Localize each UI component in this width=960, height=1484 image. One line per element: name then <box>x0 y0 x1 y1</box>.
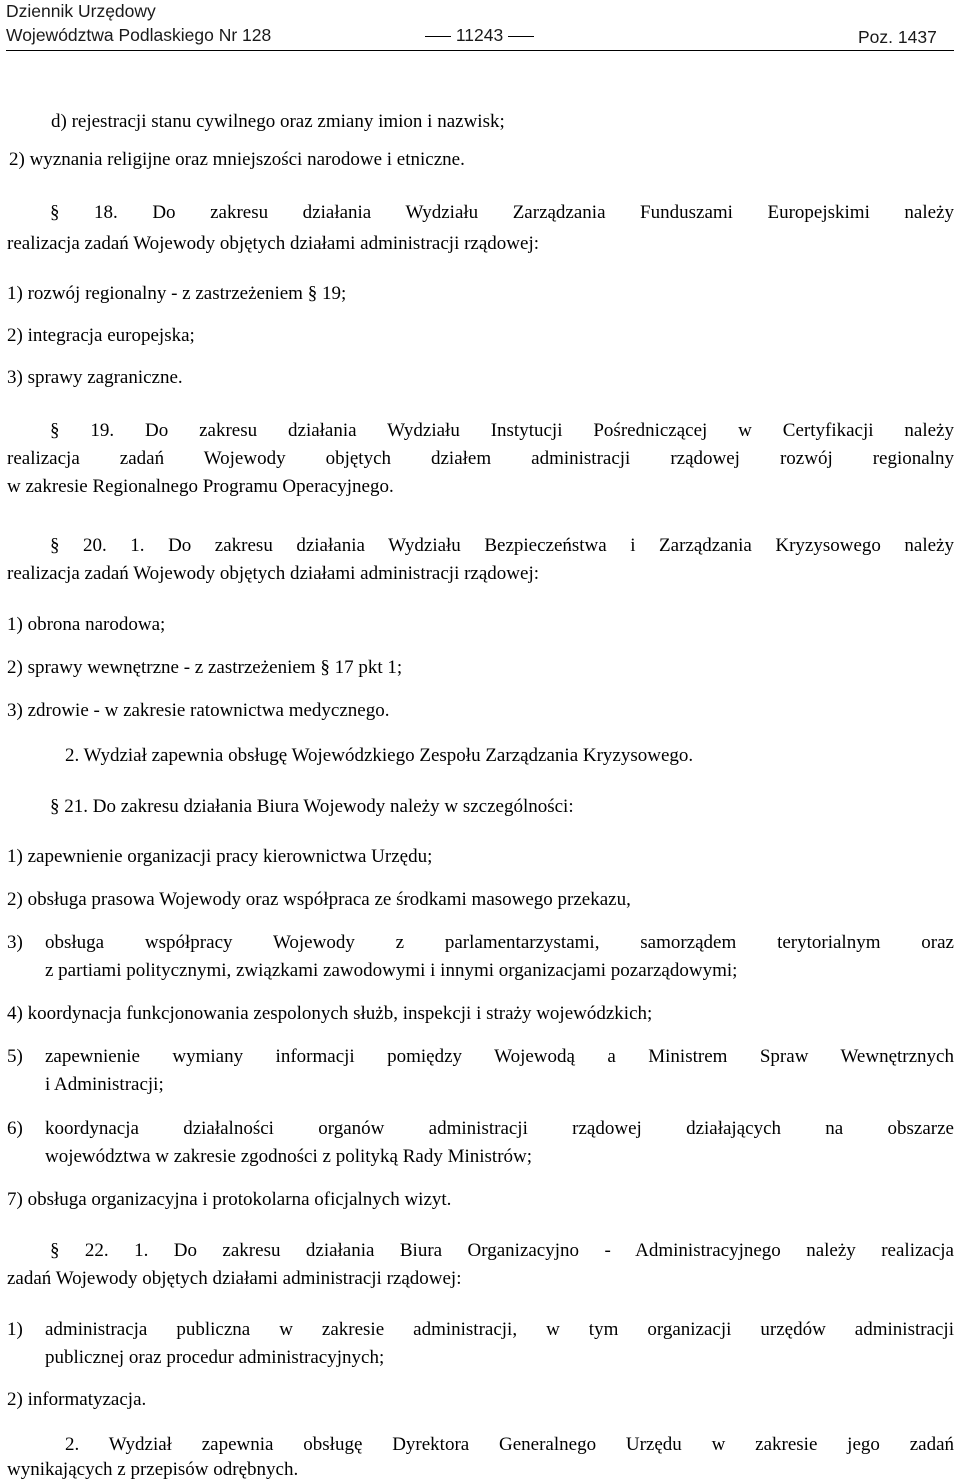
section-19-line1: § 19. Do zakresu działania Wydziału Instytucji Pośredniczącej w Certyfikacji należy <box>50 420 954 441</box>
section-21-item2: 2) obsługa prasowa Wojewody oraz współpraca ze środkami masowego przekazu, <box>7 889 631 910</box>
section-21-item7: 7) obsługa organizacyjna i protokolarna oficjalnych wizyt. <box>7 1189 452 1210</box>
section-21-line1: § 21. Do zakresu działania Biura Wojewody należy w szczególności: <box>50 796 574 817</box>
section-21-item6-number: 6) <box>7 1118 23 1139</box>
dash-right <box>508 36 534 37</box>
dash-left <box>425 36 451 37</box>
section-22-item1-line2: publicznej oraz procedur administracyjnych; <box>45 1347 385 1368</box>
journal-title-line2: Województwa Podlaskiego Nr 128 <box>6 25 272 45</box>
section-21-item4: 4) koordynacja funkcjonowania zespolonych służb, inspekcji i straży wojewódzkich; <box>7 1003 653 1024</box>
section-21-item3-line2: z partiami politycznymi, związkami zawodowymi i innymi organizacjami pozarządowymi; <box>45 960 738 981</box>
section-21-item5-number: 5) <box>7 1046 23 1067</box>
section-22-item1 <box>7 1316 954 1372</box>
section-22-item1-line1: administracja publiczna w zakresie administracji, w tym organizacji urzędów administracji <box>45 1319 954 1340</box>
section-20-line2: realizacja zadań Wojewody objętych działami administracji rządowej: <box>7 563 539 584</box>
section-18-line1: § 18. Do zakresu działania Wydziału Zarządzania Funduszami Europejskimi należy <box>50 202 954 223</box>
item-2-wyznania: 2) wyznania religijne oraz mniejszości narodowe i etniczne. <box>9 149 465 170</box>
section-21-item5-line1: zapewnienie wymiany informacji pomiędzy Wojewodą a Ministrem Spraw Wewnętrznych <box>45 1046 954 1067</box>
position-number: Poz. 1437 <box>858 27 937 47</box>
section-18-item2: 2) integracja europejska; <box>7 325 195 346</box>
section-19-line3: w zakresie Regionalnego Programu Operacyjnego. <box>7 476 394 497</box>
section-20-item3: 3) zdrowie - w zakresie ratownictwa medycznego. <box>7 700 390 721</box>
section-22-subsection2-line2: wynikających z przepisów odrębnych. <box>7 1459 299 1480</box>
section-18-item3: 3) sprawy zagraniczne. <box>7 367 183 388</box>
section-21-item1: 1) zapewnienie organizacji pracy kierownictwa Urzędu; <box>7 846 433 867</box>
section-21-item3-number: 3) <box>7 932 23 953</box>
section-22-line1: § 22. 1. Do zakresu działania Biura Organizacyjno - Administracyjnego należy realizacja <box>50 1240 954 1261</box>
section-21-item5 <box>7 1043 954 1099</box>
section-20-line1: § 20. 1. Do zakresu działania Wydziału Bezpieczeństwa i Zarządzania Kryzysowego należy <box>50 535 954 556</box>
header-rule <box>6 50 954 51</box>
section-19-line2: realizacja zadań Wojewody objętych działem administracji rządowej rozwój regionalny <box>7 448 954 469</box>
section-18-item1: 1) rozwój regionalny - z zastrzeżeniem § 19; <box>7 283 347 304</box>
section-22-item1-number: 1) <box>7 1319 23 1340</box>
section-22-line2: zadań Wojewody objętych działami administracji rządowej: <box>7 1268 462 1289</box>
section-22-item2: 2) informatyzacja. <box>7 1389 147 1410</box>
section-21-item6 <box>7 1115 954 1171</box>
section-20-subsection2: 2. Wydział zapewnia obsługę Wojewódzkiego Zespołu Zarządzania Kryzysowego. <box>65 745 694 766</box>
section-21-item3-line1: obsługa współpracy Wojewody z parlamentarzystami, samorządem terytorialnym oraz <box>45 932 954 953</box>
item-d: d) rejestracji stanu cywilnego oraz zmiany imion i nazwisk; <box>51 111 505 132</box>
section-22-subsection2-line1: 2. Wydział zapewnia obsługę Dyrektora Generalnego Urzędu w zakresie jego zadań <box>65 1434 954 1455</box>
page-number-value: 11243 <box>455 25 504 45</box>
section-21-item6-line2: województwa w zakresie zgodności z polityką Rady Ministrów; <box>45 1146 533 1167</box>
section-18-line2: realizacja zadań Wojewody objętych działami administracji rządowej: <box>7 233 539 254</box>
section-21-item5-line2: i Administracji; <box>45 1074 164 1095</box>
section-20-item1: 1) obrona narodowa; <box>7 614 166 635</box>
section-20-item2: 2) sprawy wewnętrzne - z zastrzeżeniem § 17 pkt 1; <box>7 657 403 678</box>
page-number <box>425 24 534 46</box>
section-21-item6-line1: koordynacja działalności organów administracji rządowej działających na obszarze <box>45 1118 954 1139</box>
section-21-item3 <box>7 929 954 985</box>
journal-title-line1: Dziennik Urzędowy <box>6 1 156 21</box>
